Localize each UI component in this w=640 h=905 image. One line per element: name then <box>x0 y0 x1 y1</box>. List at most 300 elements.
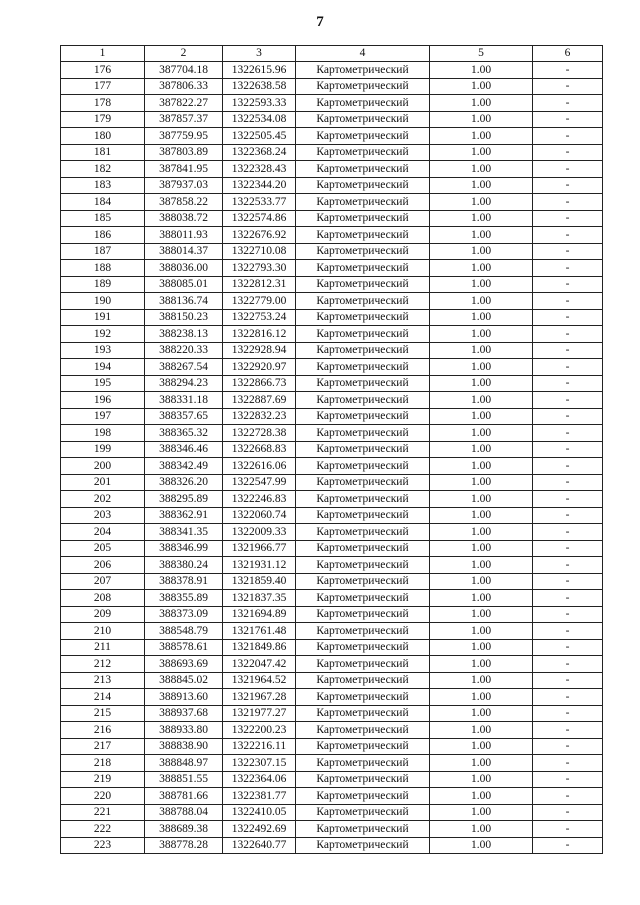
point-number-cell: 196 <box>61 392 145 409</box>
point-number-cell: 198 <box>61 425 145 442</box>
point-number-cell: 182 <box>61 161 145 178</box>
accuracy-cell: 1.00 <box>430 837 533 854</box>
x-coordinate-cell: 388788.04 <box>145 804 223 821</box>
note-cell: - <box>533 425 603 442</box>
y-coordinate-cell: 1321977.27 <box>223 705 296 722</box>
y-coordinate-cell: 1322368.24 <box>223 144 296 161</box>
method-cell: Картометрический <box>296 276 430 293</box>
point-number-cell: 211 <box>61 639 145 656</box>
table-row <box>61 441 603 458</box>
note-cell: - <box>533 227 603 244</box>
point-number-cell: 179 <box>61 111 145 128</box>
x-coordinate-cell: 388689.38 <box>145 821 223 838</box>
table-row <box>61 771 603 788</box>
note-cell: - <box>533 837 603 854</box>
accuracy-cell: 1.00 <box>430 590 533 607</box>
method-cell: Картометрический <box>296 243 430 260</box>
method-cell: Картометрический <box>296 359 430 376</box>
note-cell: - <box>533 62 603 79</box>
x-coordinate-cell: 388693.69 <box>145 656 223 673</box>
method-cell: Картометрический <box>296 210 430 227</box>
method-cell: Картометрический <box>296 540 430 557</box>
note-cell: - <box>533 342 603 359</box>
point-number-cell: 190 <box>61 293 145 310</box>
table-row <box>61 78 603 95</box>
note-cell: - <box>533 309 603 326</box>
y-coordinate-cell: 1322920.97 <box>223 359 296 376</box>
note-cell: - <box>533 540 603 557</box>
point-number-cell: 217 <box>61 738 145 755</box>
header-cell: 6 <box>533 46 603 62</box>
header-cell: 4 <box>296 46 430 62</box>
accuracy-cell: 1.00 <box>430 194 533 211</box>
x-coordinate-cell: 387704.18 <box>145 62 223 79</box>
accuracy-cell: 1.00 <box>430 293 533 310</box>
table-row <box>61 639 603 656</box>
table-row <box>61 738 603 755</box>
note-cell: - <box>533 524 603 541</box>
accuracy-cell: 1.00 <box>430 689 533 706</box>
table-row <box>61 177 603 194</box>
method-cell: Картометрический <box>296 639 430 656</box>
y-coordinate-cell: 1321761.48 <box>223 623 296 640</box>
accuracy-cell: 1.00 <box>430 177 533 194</box>
y-coordinate-cell: 1322832.23 <box>223 408 296 425</box>
y-coordinate-cell: 1322533.77 <box>223 194 296 211</box>
y-coordinate-cell: 1321837.35 <box>223 590 296 607</box>
point-number-cell: 216 <box>61 722 145 739</box>
note-cell: - <box>533 771 603 788</box>
method-cell: Картометрический <box>296 837 430 854</box>
x-coordinate-cell: 388038.72 <box>145 210 223 227</box>
point-number-cell: 206 <box>61 557 145 574</box>
point-number-cell: 214 <box>61 689 145 706</box>
method-cell: Картометрический <box>296 722 430 739</box>
note-cell: - <box>533 194 603 211</box>
accuracy-cell: 1.00 <box>430 62 533 79</box>
note-cell: - <box>533 177 603 194</box>
x-coordinate-cell: 388331.18 <box>145 392 223 409</box>
point-number-cell: 223 <box>61 837 145 854</box>
point-number-cell: 178 <box>61 95 145 112</box>
table-row <box>61 821 603 838</box>
y-coordinate-cell: 1322866.73 <box>223 375 296 392</box>
table-row <box>61 458 603 475</box>
note-cell: - <box>533 755 603 772</box>
note-cell: - <box>533 276 603 293</box>
point-number-cell: 220 <box>61 788 145 805</box>
table-row <box>61 507 603 524</box>
y-coordinate-cell: 1322793.30 <box>223 260 296 277</box>
y-coordinate-cell: 1322812.31 <box>223 276 296 293</box>
y-coordinate-cell: 1321931.12 <box>223 557 296 574</box>
accuracy-cell: 1.00 <box>430 606 533 623</box>
method-cell: Картометрический <box>296 95 430 112</box>
y-coordinate-cell: 1322728.38 <box>223 425 296 442</box>
note-cell: - <box>533 606 603 623</box>
accuracy-cell: 1.00 <box>430 359 533 376</box>
y-coordinate-cell: 1322928.94 <box>223 342 296 359</box>
y-coordinate-cell: 1322887.69 <box>223 392 296 409</box>
method-cell: Картометрический <box>296 507 430 524</box>
table-row <box>61 326 603 343</box>
table-row <box>61 95 603 112</box>
point-number-cell: 185 <box>61 210 145 227</box>
note-cell: - <box>533 78 603 95</box>
point-number-cell: 221 <box>61 804 145 821</box>
method-cell: Картометрический <box>296 408 430 425</box>
x-coordinate-cell: 388011.93 <box>145 227 223 244</box>
x-coordinate-cell: 388838.90 <box>145 738 223 755</box>
point-number-cell: 176 <box>61 62 145 79</box>
point-number-cell: 195 <box>61 375 145 392</box>
table-row <box>61 62 603 79</box>
x-coordinate-cell: 388913.60 <box>145 689 223 706</box>
accuracy-cell: 1.00 <box>430 260 533 277</box>
point-number-cell: 186 <box>61 227 145 244</box>
x-coordinate-cell: 388362.91 <box>145 507 223 524</box>
note-cell: - <box>533 111 603 128</box>
method-cell: Картометрический <box>296 672 430 689</box>
y-coordinate-cell: 1322638.58 <box>223 78 296 95</box>
method-cell: Картометрический <box>296 441 430 458</box>
point-number-cell: 213 <box>61 672 145 689</box>
method-cell: Картометрический <box>296 755 430 772</box>
x-coordinate-cell: 388778.28 <box>145 837 223 854</box>
table-row <box>61 227 603 244</box>
point-number-cell: 204 <box>61 524 145 541</box>
note-cell: - <box>533 590 603 607</box>
method-cell: Картометрический <box>296 606 430 623</box>
table-row <box>61 359 603 376</box>
x-coordinate-cell: 388548.79 <box>145 623 223 640</box>
x-coordinate-cell: 387803.89 <box>145 144 223 161</box>
method-cell: Картометрический <box>296 128 430 145</box>
point-number-cell: 197 <box>61 408 145 425</box>
table-row <box>61 293 603 310</box>
point-number-cell: 177 <box>61 78 145 95</box>
note-cell: - <box>533 804 603 821</box>
method-cell: Картометрический <box>296 194 430 211</box>
note-cell: - <box>533 293 603 310</box>
point-number-cell: 187 <box>61 243 145 260</box>
method-cell: Картометрический <box>296 161 430 178</box>
y-coordinate-cell: 1322753.24 <box>223 309 296 326</box>
method-cell: Картометрический <box>296 804 430 821</box>
point-number-cell: 192 <box>61 326 145 343</box>
note-cell: - <box>533 375 603 392</box>
method-cell: Картометрический <box>296 177 430 194</box>
accuracy-cell: 1.00 <box>430 210 533 227</box>
x-coordinate-cell: 387841.95 <box>145 161 223 178</box>
table-row <box>61 243 603 260</box>
note-cell: - <box>533 689 603 706</box>
y-coordinate-cell: 1322505.45 <box>223 128 296 145</box>
x-coordinate-cell: 388295.89 <box>145 491 223 508</box>
accuracy-cell: 1.00 <box>430 656 533 673</box>
note-cell: - <box>533 573 603 590</box>
y-coordinate-cell: 1322344.20 <box>223 177 296 194</box>
accuracy-cell: 1.00 <box>430 392 533 409</box>
note-cell: - <box>533 705 603 722</box>
table-row <box>61 573 603 590</box>
note-cell: - <box>533 260 603 277</box>
y-coordinate-cell: 1321964.52 <box>223 672 296 689</box>
point-number-cell: 219 <box>61 771 145 788</box>
x-coordinate-cell: 388136.74 <box>145 293 223 310</box>
x-coordinate-cell: 388355.89 <box>145 590 223 607</box>
y-coordinate-cell: 1322593.33 <box>223 95 296 112</box>
accuracy-cell: 1.00 <box>430 540 533 557</box>
table-row <box>61 557 603 574</box>
point-number-cell: 207 <box>61 573 145 590</box>
accuracy-cell: 1.00 <box>430 161 533 178</box>
point-number-cell: 222 <box>61 821 145 838</box>
x-coordinate-cell: 388380.24 <box>145 557 223 574</box>
method-cell: Картометрический <box>296 738 430 755</box>
accuracy-cell: 1.00 <box>430 458 533 475</box>
x-coordinate-cell: 388781.66 <box>145 788 223 805</box>
x-coordinate-cell: 387759.95 <box>145 128 223 145</box>
table-row <box>61 375 603 392</box>
point-number-cell: 183 <box>61 177 145 194</box>
method-cell: Картометрический <box>296 821 430 838</box>
table-row <box>61 606 603 623</box>
y-coordinate-cell: 1321859.40 <box>223 573 296 590</box>
method-cell: Картометрический <box>296 144 430 161</box>
accuracy-cell: 1.00 <box>430 309 533 326</box>
x-coordinate-cell: 388578.61 <box>145 639 223 656</box>
y-coordinate-cell: 1321967.28 <box>223 689 296 706</box>
accuracy-cell: 1.00 <box>430 623 533 640</box>
note-cell: - <box>533 408 603 425</box>
note-cell: - <box>533 788 603 805</box>
y-coordinate-cell: 1322009.33 <box>223 524 296 541</box>
accuracy-cell: 1.00 <box>430 722 533 739</box>
method-cell: Картометрический <box>296 491 430 508</box>
header-cell: 3 <box>223 46 296 62</box>
accuracy-cell: 1.00 <box>430 243 533 260</box>
table-row <box>61 194 603 211</box>
method-cell: Картометрический <box>296 524 430 541</box>
point-number-cell: 194 <box>61 359 145 376</box>
accuracy-cell: 1.00 <box>430 425 533 442</box>
table-row <box>61 144 603 161</box>
table-row <box>61 837 603 854</box>
table-row <box>61 689 603 706</box>
point-number-cell: 181 <box>61 144 145 161</box>
note-cell: - <box>533 359 603 376</box>
x-coordinate-cell: 387937.03 <box>145 177 223 194</box>
y-coordinate-cell: 1322616.06 <box>223 458 296 475</box>
y-coordinate-cell: 1322574.86 <box>223 210 296 227</box>
table-row <box>61 804 603 821</box>
point-number-cell: 191 <box>61 309 145 326</box>
method-cell: Картометрический <box>296 788 430 805</box>
note-cell: - <box>533 392 603 409</box>
point-number-cell: 199 <box>61 441 145 458</box>
note-cell: - <box>533 210 603 227</box>
method-cell: Картометрический <box>296 326 430 343</box>
table-row <box>61 705 603 722</box>
x-coordinate-cell: 388378.91 <box>145 573 223 590</box>
note-cell: - <box>533 128 603 145</box>
x-coordinate-cell: 388937.68 <box>145 705 223 722</box>
x-coordinate-cell: 387822.27 <box>145 95 223 112</box>
header-cell: 5 <box>430 46 533 62</box>
y-coordinate-cell: 1321694.89 <box>223 606 296 623</box>
x-coordinate-cell: 388341.35 <box>145 524 223 541</box>
accuracy-cell: 1.00 <box>430 276 533 293</box>
header-cell: 1 <box>61 46 145 62</box>
y-coordinate-cell: 1322200.23 <box>223 722 296 739</box>
method-cell: Картометрический <box>296 557 430 574</box>
method-cell: Картометрический <box>296 573 430 590</box>
point-number-cell: 215 <box>61 705 145 722</box>
accuracy-cell: 1.00 <box>430 804 533 821</box>
note-cell: - <box>533 326 603 343</box>
note-cell: - <box>533 161 603 178</box>
page-number: 7 <box>316 14 324 30</box>
x-coordinate-cell: 388294.23 <box>145 375 223 392</box>
accuracy-cell: 1.00 <box>430 788 533 805</box>
table-row <box>61 474 603 491</box>
note-cell: - <box>533 474 603 491</box>
method-cell: Картометрический <box>296 392 430 409</box>
x-coordinate-cell: 388326.20 <box>145 474 223 491</box>
note-cell: - <box>533 623 603 640</box>
method-cell: Картометрический <box>296 705 430 722</box>
accuracy-cell: 1.00 <box>430 491 533 508</box>
table-row <box>61 392 603 409</box>
y-coordinate-cell: 1322307.15 <box>223 755 296 772</box>
method-cell: Картометрический <box>296 771 430 788</box>
x-coordinate-cell: 388014.37 <box>145 243 223 260</box>
point-number-cell: 188 <box>61 260 145 277</box>
point-number-cell: 205 <box>61 540 145 557</box>
x-coordinate-cell: 388150.23 <box>145 309 223 326</box>
point-number-cell: 218 <box>61 755 145 772</box>
x-coordinate-cell: 388357.65 <box>145 408 223 425</box>
x-coordinate-cell: 387858.22 <box>145 194 223 211</box>
y-coordinate-cell: 1322676.92 <box>223 227 296 244</box>
point-number-cell: 208 <box>61 590 145 607</box>
point-number-cell: 212 <box>61 656 145 673</box>
accuracy-cell: 1.00 <box>430 342 533 359</box>
table-row <box>61 210 603 227</box>
x-coordinate-cell: 387857.37 <box>145 111 223 128</box>
table-row <box>61 425 603 442</box>
point-number-cell: 203 <box>61 507 145 524</box>
table-row <box>61 491 603 508</box>
point-number-cell: 209 <box>61 606 145 623</box>
x-coordinate-cell: 388220.33 <box>145 342 223 359</box>
y-coordinate-cell: 1322779.00 <box>223 293 296 310</box>
point-number-cell: 189 <box>61 276 145 293</box>
x-coordinate-cell: 388365.32 <box>145 425 223 442</box>
accuracy-cell: 1.00 <box>430 639 533 656</box>
note-cell: - <box>533 507 603 524</box>
x-coordinate-cell: 388267.54 <box>145 359 223 376</box>
accuracy-cell: 1.00 <box>430 771 533 788</box>
point-number-cell: 202 <box>61 491 145 508</box>
point-number-cell: 200 <box>61 458 145 475</box>
table-row <box>61 672 603 689</box>
table-row <box>61 342 603 359</box>
accuracy-cell: 1.00 <box>430 705 533 722</box>
note-cell: - <box>533 491 603 508</box>
point-number-cell: 180 <box>61 128 145 145</box>
table-row <box>61 755 603 772</box>
accuracy-cell: 1.00 <box>430 672 533 689</box>
y-coordinate-cell: 1322246.83 <box>223 491 296 508</box>
method-cell: Картометрический <box>296 656 430 673</box>
x-coordinate-cell: 388238.13 <box>145 326 223 343</box>
y-coordinate-cell: 1322534.08 <box>223 111 296 128</box>
accuracy-cell: 1.00 <box>430 111 533 128</box>
table-header-row <box>61 46 603 62</box>
x-coordinate-cell: 388346.46 <box>145 441 223 458</box>
accuracy-cell: 1.00 <box>430 441 533 458</box>
accuracy-cell: 1.00 <box>430 95 533 112</box>
x-coordinate-cell: 388933.80 <box>145 722 223 739</box>
method-cell: Картометрический <box>296 342 430 359</box>
method-cell: Картометрический <box>296 689 430 706</box>
table-row <box>61 623 603 640</box>
accuracy-cell: 1.00 <box>430 128 533 145</box>
method-cell: Картометрический <box>296 293 430 310</box>
x-coordinate-cell: 388342.49 <box>145 458 223 475</box>
y-coordinate-cell: 1322060.74 <box>223 507 296 524</box>
y-coordinate-cell: 1322640.77 <box>223 837 296 854</box>
table-row <box>61 309 603 326</box>
y-coordinate-cell: 1322816.12 <box>223 326 296 343</box>
method-cell: Картометрический <box>296 474 430 491</box>
y-coordinate-cell: 1322615.96 <box>223 62 296 79</box>
y-coordinate-cell: 1322547.99 <box>223 474 296 491</box>
coordinates-table <box>60 45 603 854</box>
table-row <box>61 524 603 541</box>
method-cell: Картометрический <box>296 309 430 326</box>
table-row <box>61 276 603 293</box>
table-row <box>61 540 603 557</box>
note-cell: - <box>533 738 603 755</box>
note-cell: - <box>533 144 603 161</box>
y-coordinate-cell: 1322668.83 <box>223 441 296 458</box>
table-row <box>61 590 603 607</box>
x-coordinate-cell: 388373.09 <box>145 606 223 623</box>
note-cell: - <box>533 639 603 656</box>
note-cell: - <box>533 722 603 739</box>
method-cell: Картометрический <box>296 227 430 244</box>
table-body <box>61 62 603 854</box>
accuracy-cell: 1.00 <box>430 738 533 755</box>
y-coordinate-cell: 1322381.77 <box>223 788 296 805</box>
method-cell: Картометрический <box>296 78 430 95</box>
table-row <box>61 656 603 673</box>
accuracy-cell: 1.00 <box>430 227 533 244</box>
table-row <box>61 260 603 277</box>
x-coordinate-cell: 387806.33 <box>145 78 223 95</box>
method-cell: Картометрический <box>296 62 430 79</box>
y-coordinate-cell: 1321849.86 <box>223 639 296 656</box>
accuracy-cell: 1.00 <box>430 524 533 541</box>
x-coordinate-cell: 388036.00 <box>145 260 223 277</box>
table-row <box>61 788 603 805</box>
accuracy-cell: 1.00 <box>430 755 533 772</box>
y-coordinate-cell: 1322364.06 <box>223 771 296 788</box>
y-coordinate-cell: 1322328.43 <box>223 161 296 178</box>
